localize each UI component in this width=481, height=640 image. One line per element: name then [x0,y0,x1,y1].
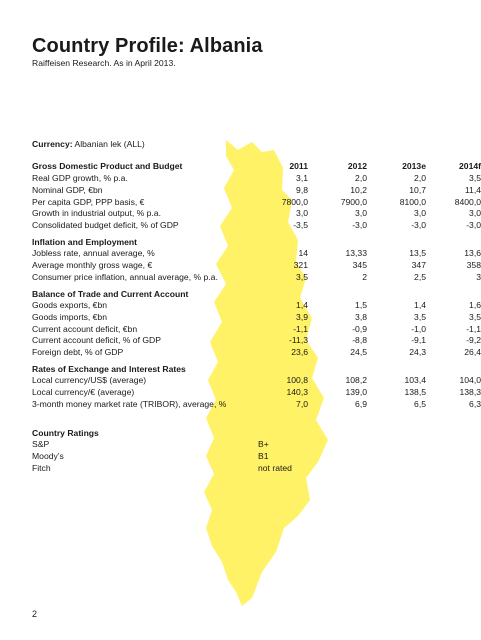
rating-row [32,439,432,451]
row-label: Current account deficit, % of GDP [32,335,161,346]
table-row [32,196,481,209]
rating-value: B1 [258,450,269,461]
row-label: Current account deficit, €bn [32,323,138,334]
row-label: Jobless rate, annual average, % [32,248,155,258]
cell-value: 13,6 [464,248,481,258]
table-row [32,386,481,399]
ratings-section [32,427,432,474]
cell-value: -9,1 [411,335,426,346]
cell-value: 8400,0 [454,196,481,207]
table-row [32,335,481,347]
cell-value: 7900,0 [340,196,367,207]
cell-value: 3,1 [296,173,308,183]
cell-value: 10,7 [409,184,426,195]
cell-value: 138,5 [404,386,426,397]
cell-value: 1,4 [414,300,426,310]
cell-value: 2,0 [355,173,367,183]
row-label: 3-month money market rate (TRIBOR), average, % [32,398,227,409]
cell-value: 10,2 [350,184,367,195]
row-label: Goods exports, €bn [32,300,108,310]
agency-label: S&P [32,439,50,449]
year-header: 2011 [289,161,308,171]
cell-value: 6,9 [355,398,367,409]
agency-label: Fitch [32,462,51,473]
cell-value: 6,5 [414,398,426,409]
row-label: Real GDP growth, % p.a. [32,173,128,183]
cell-value: 3,0 [355,208,367,219]
cell-value: 358 [466,259,481,270]
cell-value: 13,33 [345,248,367,258]
currency-label: Currency: [32,139,73,149]
cell-value: 139,0 [345,386,367,397]
cell-value: 345 [352,259,367,270]
cell-value: 11,4 [464,184,481,195]
cell-value: 2,0 [414,173,426,183]
cell-value: 24,5 [350,347,367,358]
cell-value: 3,5 [469,173,481,183]
year-header: 2013e [402,161,426,171]
gdp-section [32,160,481,232]
cell-value: -1,1 [466,323,481,334]
cell-value: 138,3 [459,386,481,397]
page-subtitle: Raiffeisen Research. As in April 2013. [32,58,176,68]
cell-value: -11,3 [289,335,308,346]
page-title: Country Profile: Albania [32,35,263,57]
cell-value: 3,0 [296,208,308,219]
cell-value: -3,0 [411,220,426,231]
cell-value: 1,5 [355,300,367,310]
cell-value: 1,4 [296,300,308,310]
trade-section [32,288,481,359]
cell-value: 2,5 [414,271,426,282]
cell-value: 3,8 [355,311,367,322]
table-row [32,208,481,220]
cell-value: 3,5 [469,311,481,322]
cell-value: -3,5 [293,220,308,231]
cell-value: 3,5 [296,271,308,282]
currency-line [32,139,145,149]
table-row [32,173,481,185]
year-header: 2012 [347,161,367,171]
cell-value: 9,8 [296,184,308,195]
currency-value: Albanian lek (ALL) [74,139,145,149]
cell-value: 7,0 [296,398,308,409]
cell-value: 3 [476,271,481,282]
table-row [32,220,481,232]
rating-row [32,451,432,463]
cell-value: 321 [293,259,308,270]
gdp-header-row [32,160,481,173]
year-header: 2014f [459,161,481,171]
cell-value: -3,0 [352,220,367,231]
cell-value: 3,5 [414,311,426,322]
cell-value: 108,2 [345,375,367,385]
rating-value: not rated [258,462,292,473]
cell-value: 7800,0 [281,196,308,207]
cell-value: 3,9 [296,311,308,322]
row-label: Local currency/US$ (average) [32,375,147,385]
table-row [32,184,481,197]
cell-value: -8,8 [352,335,367,346]
row-label: Per capita GDP, PPP basis, € [32,196,145,207]
section-heading: Balance of Trade and Current Account [32,289,189,299]
section-heading: Rates of Exchange and Interest Rates [32,364,186,374]
cell-value: -1,0 [411,323,426,334]
cell-value: -9,2 [466,335,481,346]
cell-value: 3,0 [469,208,481,219]
row-label: Consolidated budget deficit, % of GDP [32,220,179,231]
rating-row [32,463,432,475]
cell-value: 100,8 [286,375,308,385]
table-row [32,248,481,260]
table-row [32,323,481,336]
table-row [32,271,481,284]
agency-label: Moody’s [32,450,64,461]
cell-value: 2 [362,271,367,282]
row-label: Consumer price inflation, annual average, % p.a. [32,271,218,282]
cell-value: 14 [298,248,308,258]
cell-value: 347 [411,259,426,270]
table-row [32,375,481,387]
row-label: Average monthly gross wage, € [32,259,153,270]
table-row [32,300,481,312]
rates-section [32,363,481,410]
rating-value: B+ [258,439,269,449]
section-heading: Inflation and Employment [32,237,138,247]
cell-value: 103,4 [404,375,426,385]
page-number: 2 [32,609,38,619]
row-label: Goods imports, €bn [32,311,107,322]
table-row [32,311,481,324]
table-row [32,259,481,272]
row-label: Local currency/€ (average) [32,386,135,397]
cell-value: 8100,0 [399,196,426,207]
row-label: Foreign debt, % of GDP [32,347,124,358]
cell-value: 6,3 [469,398,481,409]
row-label: Nominal GDP, €bn [32,184,103,195]
inflation-section [32,236,481,283]
cell-value: -0,9 [352,323,367,334]
row-label: Growth in industrial output, % p.a. [32,208,161,219]
cell-value: 140,3 [286,386,308,397]
cell-value: -1,1 [293,323,308,334]
cell-value: 104,0 [459,375,481,385]
cell-value: 13,5 [409,248,426,258]
table-row [32,347,481,359]
cell-value: 3,0 [414,208,426,219]
cell-value: 26,4 [464,347,481,358]
section-heading: Gross Domestic Product and Budget [32,161,183,171]
cell-value: 23,6 [291,347,308,358]
section-heading: Country Ratings [32,428,99,438]
cell-value: -3,0 [466,220,481,231]
table-row [32,398,481,411]
cell-value: 24,3 [409,347,426,358]
cell-value: 1,6 [469,300,481,310]
